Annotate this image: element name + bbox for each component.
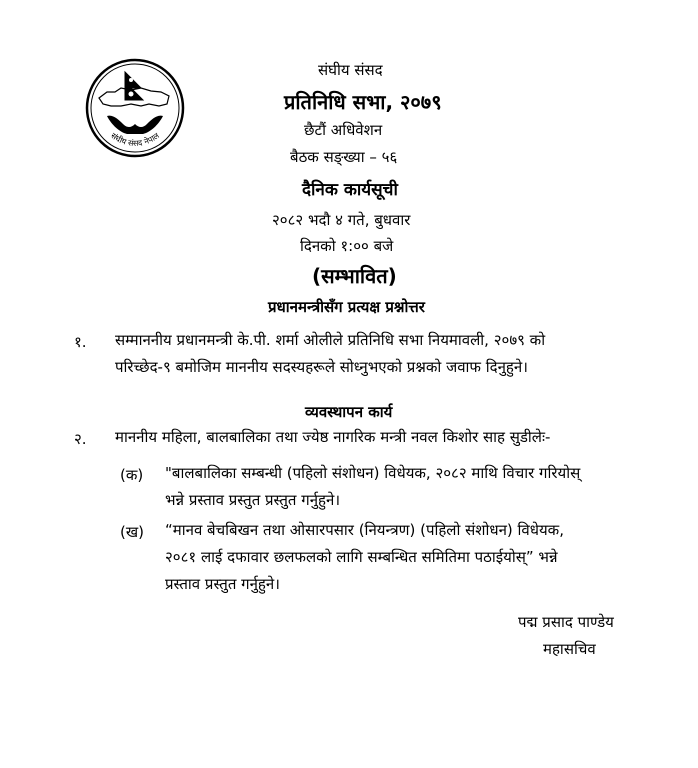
tentative-label: (सम्भावित)	[312, 264, 397, 288]
item-ka-marker: (क)	[120, 466, 144, 484]
section2-number: २.	[74, 430, 87, 448]
section1-number: १.	[74, 333, 87, 351]
agenda-time: दिनको १:०० बजे	[300, 237, 394, 255]
meeting-number: बैठक सङ्ख्या – ५६	[290, 148, 398, 166]
section2-intro: माननीय महिला, बालबालिका तथा ज्येष्ठ नागरिक मन्त्री नवल किशोर साह सुडीलेः-	[115, 428, 551, 446]
parliament-name: संघीय संसद	[318, 61, 383, 79]
section1-line1: सम्माननीय प्रधानमन्त्री के.पी. शर्मा ओलीले प्रतिनिधि सभा नियमावली, २०७९ को	[115, 331, 546, 349]
section2-heading: व्यवस्थापन कार्य	[305, 403, 393, 421]
signatory-title: महासचिव	[543, 640, 596, 658]
item-kha-line2: २०८१ लाई दफावार छलफलको लागि सम्बन्धित समितिमा पठाईयोस्” भन्ने	[165, 548, 558, 566]
emblem-text: संघीय संसद नेपाल	[109, 131, 161, 148]
session-label: छैटौं अधिवेशन	[304, 121, 383, 139]
parliament-emblem-logo	[85, 58, 185, 158]
item-ka-text	[165, 460, 643, 514]
section1-line2: परिच्छेद-९ बमोजिम माननीय सदस्यहरूले सोध्नुभएको प्रश्नको जवाफ दिनुहुने।	[115, 358, 528, 376]
section1-heading: प्रधानमन्त्रीसँग प्रत्यक्ष प्रश्नोत्तर	[268, 298, 425, 316]
agenda-date: २०८२ भदौ ४ गते, बुधवार	[272, 211, 411, 229]
emblem-icon	[85, 58, 185, 158]
item-kha-line3: प्रस्ताव प्रस्तुत गर्नुहुने।	[165, 575, 280, 593]
item-ka-line2: भन्ने प्रस्ताव प्रस्तुत प्रस्तुत गर्नुहुने।	[165, 491, 340, 509]
item-kha-text	[165, 517, 643, 598]
house-title: प्रतिनिधि सभा, २०७९	[284, 90, 442, 114]
item-ka-line1: "बालबालिका सम्बन्धी (पहिलो संशोधन) विधेयक, २०८२ माथि विचार गरियोस्	[165, 464, 581, 482]
item-kha-marker: (ख)	[120, 523, 144, 541]
agenda-title: दैनिक कार्यसूची	[302, 180, 398, 200]
section1-paragraph	[115, 327, 643, 381]
signatory-name: पद्म प्रसाद पाण्डेय	[518, 613, 614, 631]
item-kha-line1: “मानव बेचबिखन तथा ओसारपसार (नियन्त्रण) (पहिलो संशोधन) विधेयक,	[165, 521, 564, 539]
